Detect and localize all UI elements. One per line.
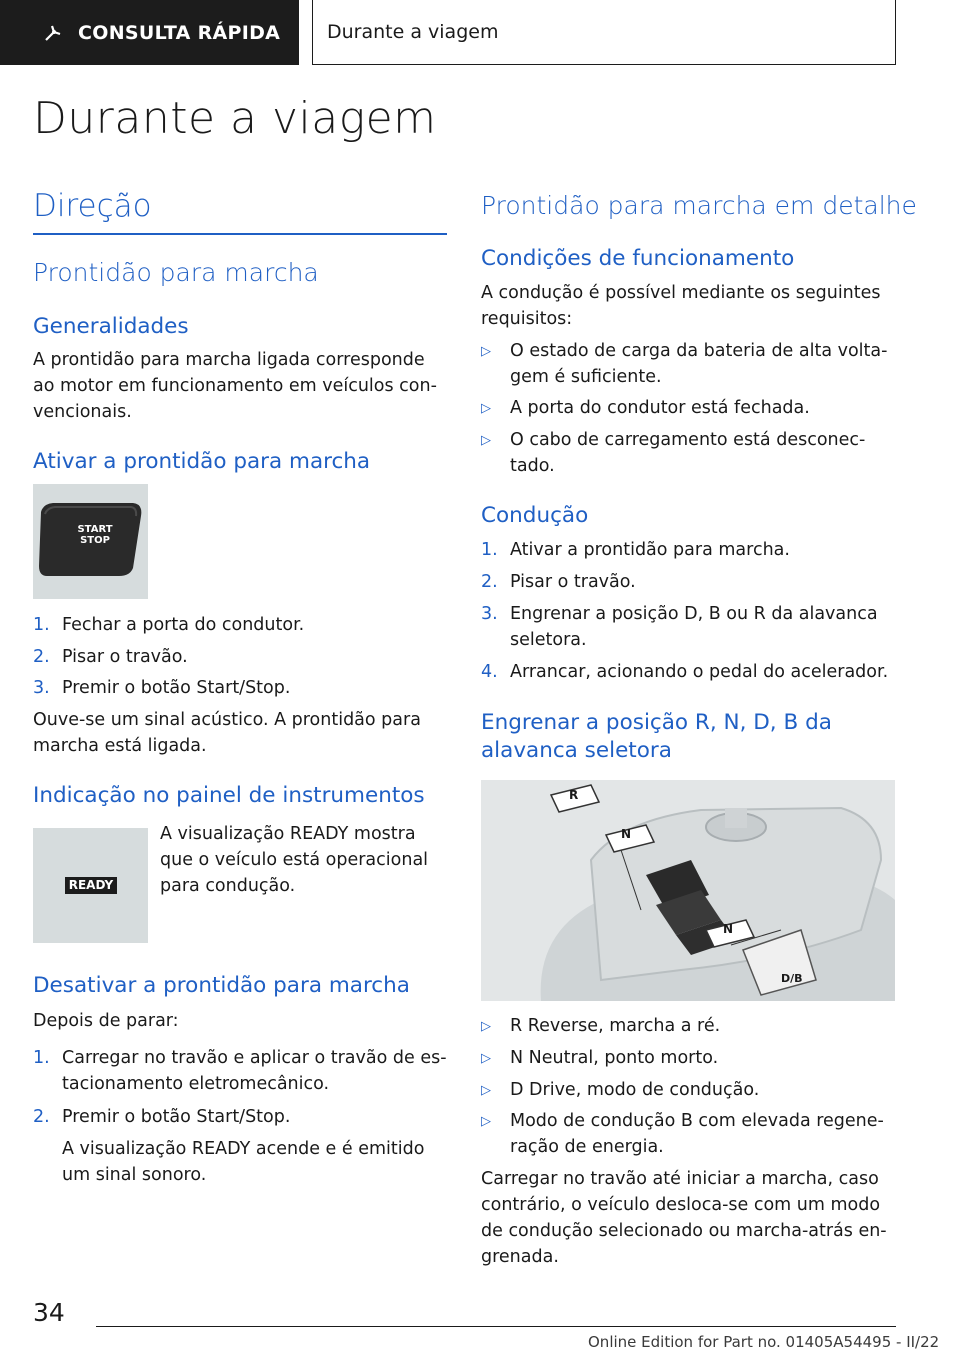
list-item: 1. Fechar a porta do condutor. (33, 615, 305, 635)
list-item: 4. Arrancar, acionando o pedal do acelerador. (481, 662, 889, 682)
heading-desativar: Desativar a prontidão para marcha (33, 973, 410, 998)
list-item: ▷ Modo de condução B com elevada regene-ração de energia. (481, 1111, 884, 1157)
section-tab-label: CONSULTA RÁPIDA (78, 21, 281, 44)
list-item: 2. Pisar o travão. (481, 572, 636, 592)
indicacao-text: A visualização READY mostra que o veículo está operacional para condução. (160, 824, 429, 896)
heading-ativar: Ativar a prontidão para marcha (33, 449, 371, 474)
page-title: Durante a viagem (33, 93, 437, 144)
heading-engrenar: Engrenar a posição R, N, D, B da alavanca seletora (481, 710, 832, 763)
desativar-after-text: A visualização READY acende e é emitido um sinal sonoro. (62, 1139, 425, 1185)
start-label: START (77, 524, 113, 535)
selector-label-n-top: N (621, 827, 632, 841)
page-number: 34 (33, 1298, 65, 1327)
list-item: ▷ A porta do condutor está fechada. (481, 398, 810, 418)
heading-conducao: Condução (481, 503, 589, 528)
selector-label-n-bottom: N (723, 922, 734, 936)
list-item: ▷ R Reverse, marcha a ré. (481, 1016, 721, 1036)
list-item: ▷ O estado de carga da bateria de alta volta-gem é suficiente. (481, 341, 888, 387)
heading-generalidades: Generalidades (33, 314, 189, 339)
chapter-tab-label: Durante a viagem (327, 21, 499, 43)
chapter-tab[interactable] (312, 0, 896, 65)
ready-indicator: READY (65, 877, 117, 894)
list-item: 3. Engrenar a posição D, B ou R da alavanca seletora. (481, 604, 878, 650)
list-item: 3. Premir o botão Start/Stop. (33, 678, 291, 698)
gear-selector-image (481, 780, 895, 1001)
engrenar-after-text: Carregar no travão até iniciar a marcha, caso contrário, o veículo desloca-se com um modo de condução selecionado ou marcha-atrás en-grenada. (481, 1169, 887, 1267)
selector-label-db: D/B (781, 972, 803, 985)
section-heading-direcao: Direção (33, 188, 152, 224)
start-stop-button-image (33, 484, 148, 599)
stop-label: STOP (80, 535, 110, 546)
ready-display-image (33, 828, 148, 943)
heading-condicoes: Condições de funcionamento (481, 246, 795, 271)
heading-prontidao-detalhe: Prontidão para marcha em detalhe (481, 191, 917, 220)
list-item: ▷ D Drive, modo de condução. (481, 1080, 760, 1100)
list-item: 2. Premir o botão Start/Stop. (33, 1107, 291, 1127)
ativar-after-text: Ouve-se um sinal acústico. A prontidão para marcha está ligada. (33, 710, 421, 756)
condicoes-intro: A condução é possível mediante os seguintes requisitos: (481, 283, 881, 329)
gear-selector-illustration (481, 780, 895, 1001)
list-item: 2. Pisar o travão. (33, 647, 188, 667)
edition-note: Online Edition for Part no. 01405A54495 - II/22 (588, 1333, 940, 1351)
heading-indicacao: Indicação no painel de instrumentos (33, 783, 425, 808)
list-item: 1. Ativar a prontidão para marcha. (481, 540, 790, 560)
list-item: 1. Carregar no travão e aplicar o travão de es-tacionamento eletromecânico. (33, 1048, 447, 1094)
list-item: ▷ O cabo de carregamento está desconec-tado. (481, 430, 866, 476)
quick-reference-icon (42, 22, 64, 44)
footer-rule (96, 1326, 896, 1327)
list-item: ▷ N Neutral, ponto morto. (481, 1048, 719, 1068)
generalidades-text: A prontidão para marcha ligada corresponde ao motor em funcionamento em veículos con-vencionais. (33, 350, 437, 422)
section-tab[interactable] (0, 0, 299, 65)
heading-prontidao: Prontidão para marcha (33, 258, 319, 287)
section-rule (33, 233, 447, 235)
selector-label-r: R (569, 788, 579, 802)
desativar-intro: Depois de parar: (33, 1011, 179, 1031)
